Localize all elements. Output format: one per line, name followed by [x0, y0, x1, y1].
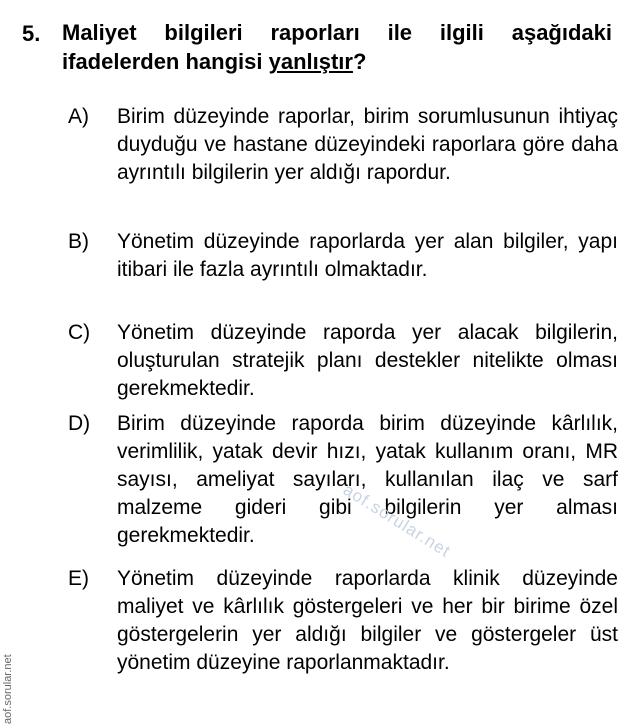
question-stem-end: ? [352, 49, 367, 74]
side-watermark [2, 600, 16, 724]
center-watermark: aof.sorular.net [339, 480, 455, 562]
option-a-text: Birim düzeyinde raporlar, birim sorumlusunun ihtiyaç duyduğu ve hastane düzeyindeki raporlara göre daha ayrıntılı bilgilerin yer aldığı rapordur. [117, 105, 618, 184]
option-b-text: Yönetim düzeyinde raporlarda yer alan bilgiler, yapı itibari ile fazla ayrıntılı olmaktadır. [117, 230, 618, 281]
option-d-letter: D) [68, 412, 91, 435]
question-number: 5. [22, 21, 41, 46]
question-stem-emphasis: yanlıştır [268, 49, 353, 74]
option-e-text: Yönetim düzeyinde raporlarda klinik düzeyinde maliyet ve kârlılık göstergeleri ve her bir birime özel göstergelerin yer aldığı bilgiler ve göstergeler üst yönetim düzeyine raporlanmaktadır. [117, 567, 618, 674]
option-c-text: Yönetim düzeyinde raporda yer alacak bilgilerin, oluşturulan stratejik planı destekler nitelikte olması gerekmektedir. [117, 321, 618, 400]
side-watermark-text: aof.sorular.net [2, 654, 14, 724]
option-c-letter: C) [68, 321, 91, 344]
question-stem [62, 18, 612, 76]
option-e-letter: E) [68, 567, 89, 590]
option-a-letter: A) [68, 105, 89, 128]
option-d-text: Birim düzeyinde raporda birim düzeyinde kârlılık, verimlilik, yatak devir hızı, yatak kullanım oranı, MR sayısı, ameliyat sayıları, kullanılan ilaç ve sarf malzeme gideri gibi bilgilerin yer alması gerekmektedir. [117, 412, 618, 547]
option-b-letter: B) [68, 230, 89, 253]
question-stem-text: Maliyet bilgileri raporları ile ilgili aşağıdaki ifadelerden hangisi [62, 20, 612, 74]
